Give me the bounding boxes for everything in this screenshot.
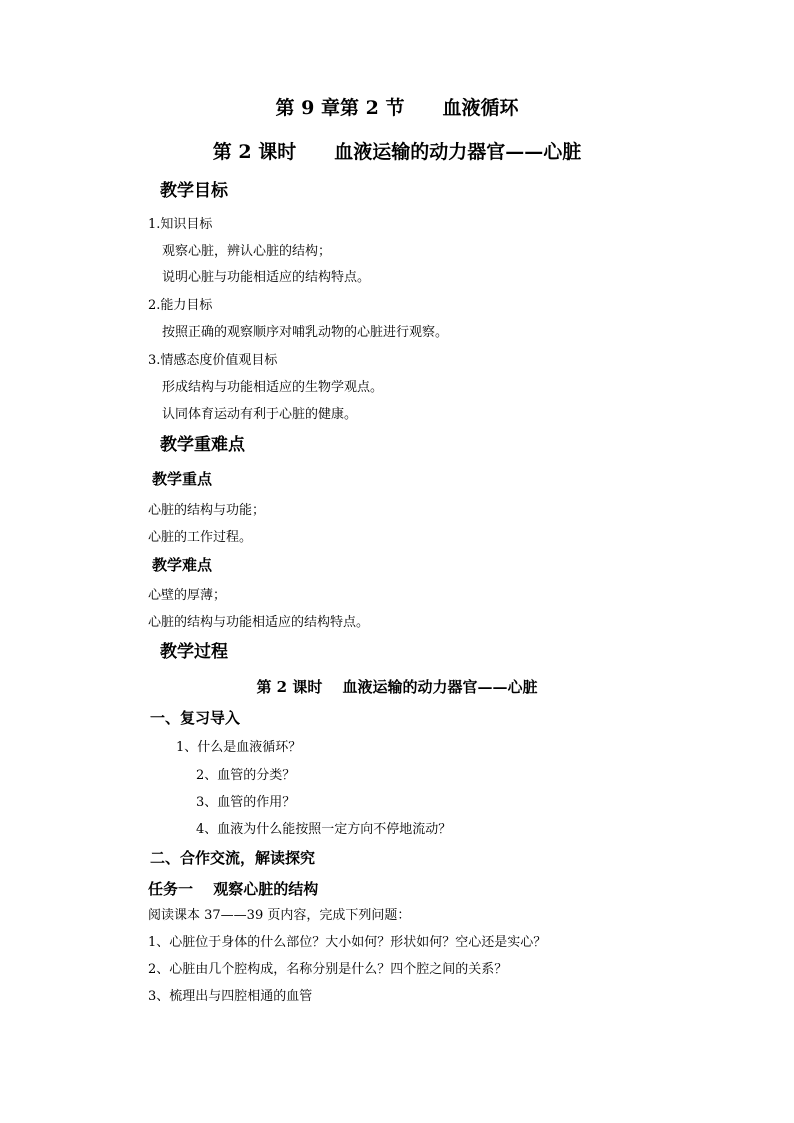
difficulty-label: 教学难点 xyxy=(152,556,213,574)
knowledge-goal-item: 观察心脏，辨认心脏的结构； xyxy=(162,244,332,259)
focus-label: 教学重点 xyxy=(152,470,213,488)
document-subtitle: 第 2 课时 血液运输的动力器官——心脏 xyxy=(212,141,582,163)
task-title: 任务一 观察心脏的结构 xyxy=(148,880,319,898)
ability-goal-label: 2.能力目标 xyxy=(148,298,213,313)
section2-heading: 二、合作交流，解读探究 xyxy=(150,849,316,867)
difficulty-item: 心壁的厚薄； xyxy=(148,588,227,603)
task-instruction: 阅读课本 37——39 页内容，完成下列问题： xyxy=(148,908,411,923)
focus-item: 心脏的结构与功能； xyxy=(148,503,266,518)
document-title: 第 9 章第 2 节 血液循环 xyxy=(275,97,519,119)
knowledge-goal-label: 1.知识目标 xyxy=(148,217,213,232)
review-question: 3、血管的作用？ xyxy=(196,795,296,810)
task-question: 1、心脏位于身体的什么部位？大小如何？形状如何？空心还是实心？ xyxy=(148,935,547,950)
lesson-title: 第 2 课时 血液运输的动力器官——心脏 xyxy=(256,678,538,696)
emotion-goal-label: 3.情感态度价值观目标 xyxy=(148,353,278,368)
difficulty-item: 心脏的结构与功能相适应的结构特点。 xyxy=(148,615,370,630)
review-question: 1、什么是血液循环？ xyxy=(176,740,302,755)
section1-heading: 一、复习导入 xyxy=(150,709,241,727)
ability-goal-item: 按照正确的观察顺序对哺乳动物的心脏进行观察。 xyxy=(162,325,449,340)
knowledge-goal-item: 说明心脏与功能相适应的结构特点。 xyxy=(162,270,371,285)
review-question: 4、血液为什么能按照一定方向不停地流动？ xyxy=(196,822,452,837)
process-heading: 教学过程 xyxy=(160,642,228,662)
task-question: 2、心脏由几个腔构成，名称分别是什么？四个腔之间的关系？ xyxy=(148,962,508,977)
emotion-goal-item: 形成结构与功能相适应的生物学观点。 xyxy=(162,380,384,395)
task-question: 3、梳理出与四腔相通的血管 xyxy=(148,989,313,1004)
keypoints-heading: 教学重难点 xyxy=(160,435,245,455)
goals-heading: 教学目标 xyxy=(160,181,228,201)
emotion-goal-item: 认同体育运动有利于心脏的健康。 xyxy=(162,407,358,422)
review-question: 2、血管的分类？ xyxy=(196,768,296,783)
focus-item: 心脏的工作过程。 xyxy=(148,530,253,545)
